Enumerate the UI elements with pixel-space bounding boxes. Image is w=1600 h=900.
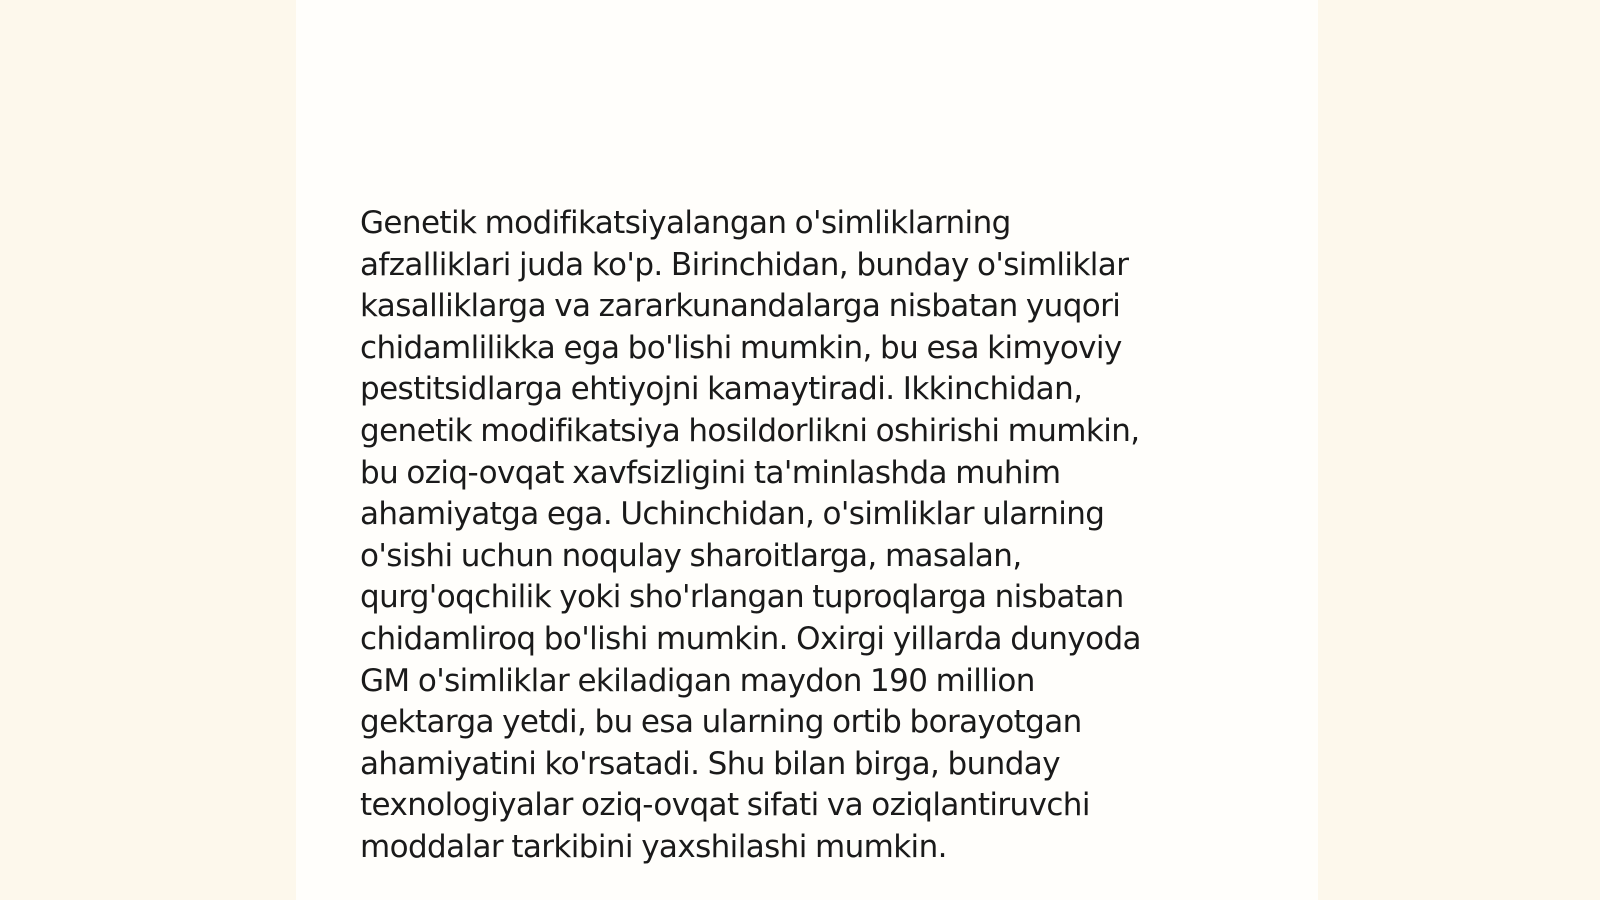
paragraph-line: kasalliklarga va zararkunandalarga nisbatan yuqori xyxy=(360,288,1121,325)
paragraph-line: chidamlilikka ega bo'lishi mumkin, bu esa kimyoviy xyxy=(360,329,1122,366)
paragraph-line: pestitsidlarga ehtiyojni kamaytiradi. Ikkinchidan, xyxy=(360,371,1083,408)
body-paragraph xyxy=(360,203,1240,869)
document-page xyxy=(296,0,1318,900)
paragraph-line: ahamiyatga ega. Uchinchidan, o'simliklar ularning xyxy=(360,496,1105,533)
paragraph-line: bu oziq-ovqat xavfsizligini ta'minlashda muhim xyxy=(360,454,1061,491)
paragraph-line: o'sishi uchun noqulay sharoitlarga, masalan, xyxy=(360,537,1022,574)
paragraph-line: afzalliklari juda ko'p. Birinchidan, bunday o'simliklar xyxy=(360,246,1129,283)
paragraph-line: chidamliroq bo'lishi mumkin. Oxirgi yillarda dunyoda xyxy=(360,620,1141,657)
paragraph-line: ahamiyatini ko'rsatadi. Shu bilan birga, bunday xyxy=(360,745,1060,782)
paragraph-line: genetik modifikatsiya hosildorlikni oshirishi mumkin, xyxy=(360,412,1140,449)
paragraph-line: moddalar tarkibini yaxshilashi mumkin. xyxy=(360,828,947,865)
paragraph-line: Genetik modifikatsiyalangan o'simliklarning xyxy=(360,205,1011,241)
paragraph-line: texnologiyalar oziq-ovqat sifati va oziqlantiruvchi xyxy=(360,787,1090,824)
paragraph-line: gektarga yetdi, bu esa ularning ortib borayotgan xyxy=(360,704,1082,741)
paragraph-line: qurg'oqchilik yoki sho'rlangan tuproqlarga nisbatan xyxy=(360,579,1124,616)
paragraph-line: GM o'simliklar ekiladigan maydon 190 million xyxy=(360,662,1035,699)
